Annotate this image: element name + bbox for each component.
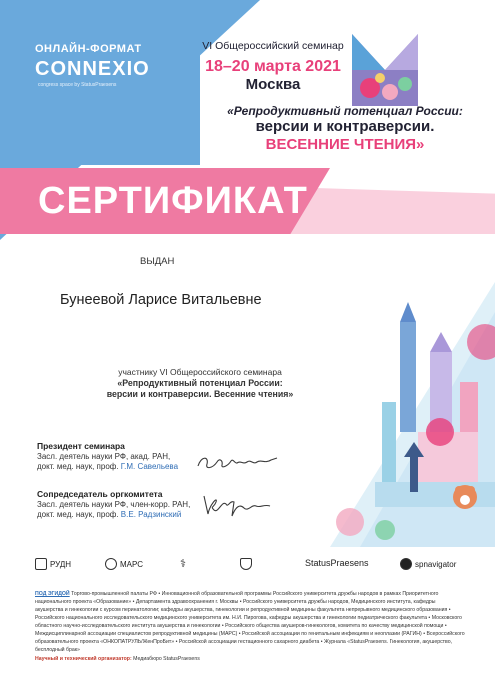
seminar-dates: 18–20 марта 2021 <box>205 58 341 75</box>
rudn-emblem-icon <box>35 558 47 570</box>
participant-seminar-title <box>75 378 325 400</box>
signatory-role: Сопредседатель оргкомитета <box>37 489 163 499</box>
seminar-title-line2: версии и контраверсии. <box>255 118 435 135</box>
seminar-title-line3: ВЕСЕННИЕ ЧТЕНИЯ» <box>265 136 425 153</box>
logo-label: spnavigator <box>415 559 457 569</box>
spnavigator-icon <box>400 558 412 570</box>
participant-intro: участнику VI Общероссийского семинара <box>118 367 282 377</box>
partner-logos <box>35 558 465 580</box>
logo-statuspraesens <box>305 558 369 568</box>
footer-text <box>35 590 465 663</box>
format-label: ОНЛАЙН-ФОРМАТ <box>35 43 142 55</box>
signatory-degree: докт. мед. наук, проф. <box>37 462 121 472</box>
signatory-degree: докт. мед. наук, проф. <box>37 510 121 520</box>
signature-saveleva-icon <box>195 448 280 476</box>
signatory-name: Г.М. Савельева <box>120 462 179 472</box>
logo-label: МАРС <box>120 559 144 569</box>
logo-shield <box>240 558 252 570</box>
seminar-m-logo-icon <box>350 28 420 108</box>
issued-label: ВЫДАН <box>140 256 175 267</box>
logo-caduceus <box>180 558 192 570</box>
caduceus-icon: ⚕ <box>180 558 186 570</box>
signature-radzinsky-icon <box>200 490 280 520</box>
participant-title-line2: версии и контраверсии. Весенние чтения» <box>106 388 294 399</box>
logo-rudn <box>35 558 71 570</box>
connexio-logo: CONNEXIO <box>35 58 150 80</box>
aegis-label: ПОД ЭГИДОЙ <box>35 591 70 597</box>
seminar-number: VI Общероссийский семинар <box>202 40 344 52</box>
organizer-name: Медиабюро StatusPraesens <box>133 655 200 662</box>
aegis-text: Торгово-промышленной палаты РФ • Инновационной образовательной программы Российского университета дружбы народов в рамках Приоритетного национального проекта «Образование» • Департамента здравоохранения г. Москвы • Российского университета дружбы народов, Медицинского института, кафедры акушерства и гинекологии с курсом перинатологии; кафедры акушерства, гинекологии и репродуктивной медицины факультета непрерывного медицинского образования • Российского национального исследовательского медицинского университета им. Н.И. Пирогова, кафедры акушерства и гинекологии педиатрического факультета • Московского областного научно-исследовательского института акушерства и гинекологии • Российского общества акушеров-гинекологов, комитета по качеству медицинской помощи • Междисциплинарной ассоциации специалистов репродуктивной медицины (МАРС) • Российской ассоциации по генитальным инфекциям и неоплазии (РАГИН) • Всероссийского образовательного проекта «ОНКОПАТРУЛЬ/ЖенПроБит» • Российской ассоциации гестационного сахарного диабета • Журнала «StatusPraesens. Гинекология, акушерство, бесплодный брак» <box>35 591 465 654</box>
connexio-tagline: congress space by StatusPraesens <box>38 82 117 88</box>
logo-mars <box>105 558 143 570</box>
signatory-role: Президент семинара <box>37 441 125 451</box>
logo-label: РУДН <box>50 559 72 569</box>
seminar-city: Москва <box>245 76 301 93</box>
recipient-name: Бунеевой Ларисе Витальевне <box>60 292 262 308</box>
participant-title-line1: «Репродуктивный потенциал России: <box>117 378 283 388</box>
signatory-title-line1: Засл. деятель науки РФ, акад. РАН, <box>37 452 171 462</box>
shield-emblem-icon <box>240 558 252 570</box>
signatory-name: В.Е. Радзинский <box>120 510 182 520</box>
seminar-title-line1: «Репродуктивный потенциал России: <box>227 104 463 118</box>
certificate-title: СЕРТИФИКАТ <box>38 180 308 222</box>
mars-emblem-icon <box>105 558 117 570</box>
signatory-title-line1: Засл. деятель науки РФ, член-корр. РАН, <box>37 500 191 510</box>
organizer-label: Научный и технический организатор: <box>35 655 132 662</box>
logo-spnavigator <box>400 558 456 570</box>
moscow-city-illustration-icon <box>290 282 495 547</box>
logo-label: StatusPraesens <box>305 558 369 568</box>
